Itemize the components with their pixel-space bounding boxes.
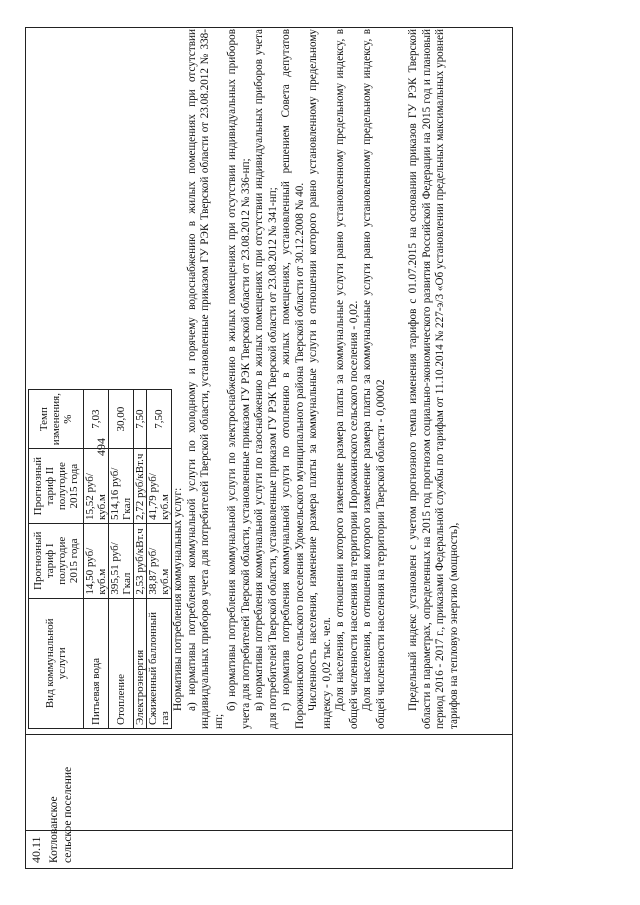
paragraph: б) нормативы потребления коммунальной услуги по электроснабжению в жилых помещениях при отсутствии индивидуальных приборов учета для потребителей Тверской области, установленные приказом ГУ РЭК Тверской области от 23.08.2012 № 336-нп; [226, 29, 252, 729]
paragraph: в) нормативы потребления коммунальной услуги по газоснабжению в жилых помещениях при отсутствии индивидуальных приборов учета для потребителей Тверской области, установленные приказом ГУ РЭК Тверской области от 23.08.2012 № 341-нп; [253, 29, 279, 729]
table-cell: 514,16 руб/Гкал [109, 449, 134, 524]
content-cell [28, 29, 388, 729]
table-row [84, 390, 109, 729]
table-cell: Отопление [109, 598, 134, 728]
paragraph: Численность населения, изменение размера платы за коммунальные услуги в отношении которого равно установленному предельному индексу - 0,02 тыс. чел. [307, 29, 333, 729]
paragraph: а) нормативы потребления коммунальной услуги по холодному и горячему водоснабжению в жилых помещениях при отсутствии индивидуальных приборов учета для потребителей Тверской области, установленные приказом ГУ РЭК Тверской области от 23.08.2012 № 338-нп; [185, 29, 225, 729]
table-cell: Электроэнергия [134, 598, 147, 728]
paragraph: Доля населения, в отношении которого изменение размера платы за коммунальные услуги равно установленному предельному индексу, в общей численности населения на территории Тверской области - 0,00002 [361, 29, 387, 729]
row-number: 40.11 [29, 836, 43, 863]
table-cell: 30,00 [109, 390, 134, 449]
column-divider-1 [25, 830, 513, 831]
paragraph: Нормативы потребления коммунальных услуг: [172, 487, 184, 711]
forecast-cell [407, 29, 461, 729]
tariff-table [28, 389, 172, 729]
table-cell: 41,79 руб/куб.м [147, 449, 172, 524]
forecast-paragraph: Предельный индекс установлен с учетом прогнозного темпа изменения тарифов с 01.07.2015 на основании приказов ГУ РЭК Тверской области в параметрах, определенных на 2015 год прогнозом социально-экономического развития Российской Федерации на 2015 год и плановый период 2016 - 2017 г., приказами Федеральной службы по тарифам от 11.10.2014 № 227-э/3 «Об установлении предельных максимальных уровней тарифов на тепловую энергию (мощность), [407, 29, 460, 729]
table-cell: Сжиженный баллонный газ [147, 598, 172, 728]
table-cell: 15,52 руб/куб.м [84, 449, 109, 524]
table-row [147, 390, 172, 729]
table-header: Темп изменения, % [29, 390, 84, 449]
table-cell: 2,72 руб/кВт.ч [134, 449, 147, 524]
table-cell: 395,51 руб/Гкал [109, 523, 134, 598]
table-cell: 7,50 [147, 390, 172, 449]
table-cell: Питьевая вода [84, 598, 109, 728]
table-cell: 7,50 [134, 390, 147, 449]
table-header: Прогнозный тариф I полугодие 2015 года [29, 523, 84, 598]
table-cell: 7,03 [84, 390, 109, 449]
table-header: Прогнозный тариф II полугодие 2015 года [29, 449, 84, 524]
table-cell: 14,50 руб/куб.м [84, 523, 109, 598]
table-row [134, 390, 147, 729]
table-row [109, 390, 134, 729]
column-divider-2 [25, 734, 513, 735]
page-number: 494 [94, 438, 108, 456]
table-header-row [29, 390, 84, 729]
paragraph: г) норматив потребления коммунальной услуги по отоплению в жилых помещениях, установленный решением Совета депутатов Порожкинского сельского поселения Удомельского муниципального района Тверской области от 30.12.2008 № 40. [280, 29, 306, 729]
table-cell: 2,53 руб/кВт.ч [134, 523, 147, 598]
document-page [25, 27, 513, 869]
paragraph: Доля населения, в отношении которого изменение размера платы за коммунальные услуги равно установленному предельному индексу, в общей численности населения на территории Порожкинского сельского поселения - 0,02. [334, 29, 360, 729]
settlement-name: Котлованское сельское поселение [48, 766, 75, 863]
table-header: Вид коммунальной услуги [29, 598, 84, 728]
table-cell: 38,87 руб/куб.м [147, 523, 172, 598]
